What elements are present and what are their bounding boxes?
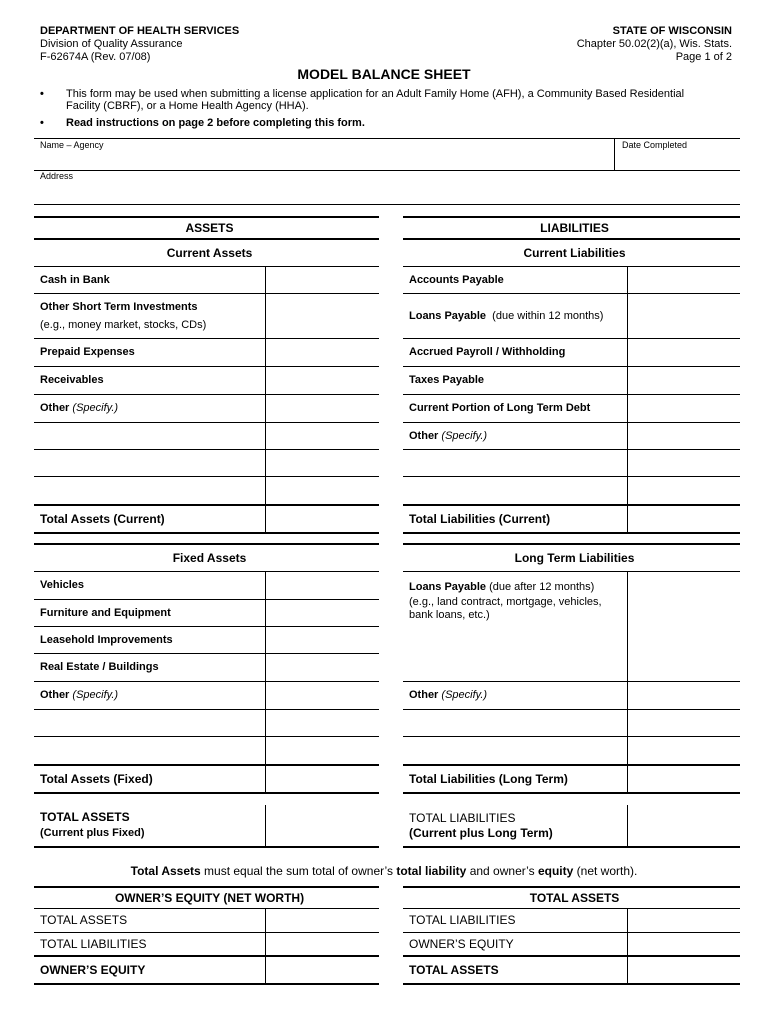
vehicles-amount[interactable] bbox=[265, 571, 379, 599]
blank-line-field[interactable] bbox=[403, 476, 627, 505]
table-row bbox=[403, 736, 740, 765]
owners-equity-table bbox=[34, 886, 379, 985]
table-row bbox=[403, 422, 740, 449]
equation-total-assets: Total Assets bbox=[130, 864, 201, 878]
lt-loans-payable-label bbox=[403, 571, 627, 681]
specify-note: (Specify.) bbox=[72, 689, 119, 701]
assets-heading: ASSETS bbox=[34, 217, 379, 239]
state-name: STATE OF WISCONSIN bbox=[612, 25, 732, 37]
blank-line-field[interactable] bbox=[34, 422, 265, 449]
grand-total-assets-label bbox=[34, 805, 265, 847]
loans-payable-text: Loans Payable bbox=[409, 309, 487, 322]
lt-loans-payable-text: Loans Payable bbox=[409, 580, 487, 593]
owners-equity-result-amount[interactable] bbox=[265, 956, 379, 984]
prepaid-expenses-label: Prepaid Expenses bbox=[34, 338, 265, 366]
assets-table bbox=[34, 216, 379, 534]
table-row bbox=[403, 366, 740, 394]
table-row bbox=[34, 626, 379, 653]
bullet-icon: • bbox=[40, 117, 44, 129]
total-current-liabilities-amount[interactable] bbox=[627, 505, 740, 533]
table-row bbox=[403, 709, 740, 736]
table-row bbox=[403, 476, 740, 505]
date-completed-label: Date Completed bbox=[622, 140, 688, 150]
blank-line-field[interactable] bbox=[34, 736, 265, 765]
table-row bbox=[403, 394, 740, 422]
grand-total-liabilities-text: TOTAL LIABILITIES bbox=[409, 810, 516, 825]
table-row bbox=[34, 338, 379, 366]
other-label-text: Other bbox=[409, 689, 439, 701]
equity-total-liabilities-label: TOTAL LIABILITIES bbox=[34, 932, 265, 956]
equation-text-2: and owner’s bbox=[466, 864, 538, 878]
department-name: DEPARTMENT OF HEALTH SERVICES bbox=[40, 25, 240, 37]
grand-total-assets-table bbox=[34, 805, 379, 848]
equation-equity: equity bbox=[537, 864, 574, 878]
table-row bbox=[34, 366, 379, 394]
short-term-investments-amount[interactable] bbox=[265, 293, 379, 338]
grand-total-liabilities-amount[interactable] bbox=[627, 805, 740, 847]
vehicles-label: Vehicles bbox=[34, 571, 265, 599]
bullet-icon: • bbox=[40, 88, 44, 100]
current-assets-heading: Current Assets bbox=[34, 239, 379, 266]
specify-note: (Specify.) bbox=[72, 402, 119, 414]
blank-line-field[interactable] bbox=[403, 449, 627, 476]
lt-loans-examples-line-2: bank loans, etc.) bbox=[409, 608, 490, 621]
blank-line-amount[interactable] bbox=[627, 736, 740, 765]
instruction-line-3: Read instructions on page 2 before completing this form. bbox=[66, 117, 365, 129]
total-fixed-assets-amount[interactable] bbox=[265, 765, 379, 793]
check-owners-equity-amount[interactable] bbox=[627, 932, 740, 956]
blank-line-amount[interactable] bbox=[265, 449, 379, 476]
total-current-assets-amount[interactable] bbox=[265, 505, 379, 533]
grand-total-assets-text: TOTAL ASSETS bbox=[40, 810, 130, 824]
table-row bbox=[34, 476, 379, 505]
table-row bbox=[34, 293, 379, 338]
real-estate-label: Real Estate / Buildings bbox=[34, 653, 265, 681]
long-term-liabilities-table bbox=[403, 543, 740, 794]
table-row bbox=[403, 765, 740, 793]
blank-line-amount[interactable] bbox=[265, 709, 379, 736]
other-fixed-assets-amount[interactable] bbox=[265, 681, 379, 709]
instruction-line-1: This form may be used when submitting a license application for an Adult Family Home (AFH), a Community Based Residential bbox=[66, 88, 685, 100]
short-term-investments-label bbox=[34, 293, 265, 338]
table-row bbox=[34, 956, 379, 984]
long-term-liabilities-heading: Long Term Liabilities bbox=[403, 544, 740, 571]
other-current-liabilities-label bbox=[403, 422, 627, 449]
furniture-equipment-label: Furniture and Equipment bbox=[34, 599, 265, 626]
accrued-payroll-amount[interactable] bbox=[627, 338, 740, 366]
total-assets-check-table bbox=[403, 886, 740, 985]
blank-line-field[interactable] bbox=[403, 736, 627, 765]
short-term-investments-note: (e.g., money market, stocks, CDs) bbox=[40, 318, 207, 331]
other-current-liabilities-amount[interactable] bbox=[627, 422, 740, 449]
owners-equity-heading: OWNER’S EQUITY (NET WORTH) bbox=[34, 887, 379, 908]
accrued-payroll-label: Accrued Payroll / Withholding bbox=[403, 338, 627, 366]
page-number: Page 1 of 2 bbox=[675, 51, 732, 63]
name-agency-label: Name – Agency bbox=[40, 140, 104, 150]
accounts-payable-amount[interactable] bbox=[627, 266, 740, 293]
equation-text-1: must equal the sum total of owner’s bbox=[200, 864, 397, 878]
total-current-liabilities-label: Total Liabilities (Current) bbox=[403, 505, 627, 533]
loans-payable-amount[interactable] bbox=[627, 293, 740, 338]
table-row bbox=[34, 422, 379, 449]
owners-equity-result-label: OWNER’S EQUITY bbox=[34, 956, 265, 984]
current-portion-ltd-label: Current Portion of Long Term Debt bbox=[403, 394, 627, 422]
other-fixed-assets-label bbox=[34, 681, 265, 709]
total-fixed-assets-label: Total Assets (Fixed) bbox=[34, 765, 265, 793]
address-label: Address bbox=[40, 171, 74, 181]
blank-line-amount[interactable] bbox=[627, 449, 740, 476]
other-current-assets-label bbox=[34, 394, 265, 422]
blank-line-amount[interactable] bbox=[627, 476, 740, 505]
fixed-assets-heading: Fixed Assets bbox=[34, 544, 379, 571]
total-assets-check-heading: TOTAL ASSETS bbox=[403, 887, 740, 908]
current-liabilities-heading: Current Liabilities bbox=[403, 239, 740, 266]
total-long-term-liabilities-label: Total Liabilities (Long Term) bbox=[403, 765, 627, 793]
instruction-line-2: Facility (CBRF), or a Home Health Agency (HHA). bbox=[66, 100, 309, 112]
blank-line-amount[interactable] bbox=[265, 476, 379, 505]
lt-loans-payable-amount[interactable] bbox=[627, 571, 740, 681]
address-field[interactable] bbox=[40, 182, 736, 202]
table-row bbox=[403, 505, 740, 533]
equation-total-liability: total liability bbox=[396, 864, 467, 878]
prepaid-expenses-amount[interactable] bbox=[265, 338, 379, 366]
table-row bbox=[403, 449, 740, 476]
blank-line-field[interactable] bbox=[34, 709, 265, 736]
table-row bbox=[34, 932, 379, 956]
table-row bbox=[403, 932, 740, 956]
form-number: F-62674A (Rev. 07/08) bbox=[40, 51, 151, 63]
specify-note: (Specify.) bbox=[441, 689, 488, 701]
grand-total-liabilities-table bbox=[403, 805, 740, 848]
table-row bbox=[403, 681, 740, 709]
total-current-assets-label: Total Assets (Current) bbox=[34, 505, 265, 533]
table-row bbox=[403, 956, 740, 984]
receivables-amount[interactable] bbox=[265, 366, 379, 394]
lt-loans-examples-line-1: (e.g., land contract, mortgage, vehicles, bbox=[409, 595, 602, 608]
statute-reference: Chapter 50.02(2)(a), Wis. Stats. bbox=[576, 38, 732, 50]
total-long-term-liabilities-amount[interactable] bbox=[627, 765, 740, 793]
equation-text-3: (net worth). bbox=[573, 864, 638, 878]
check-total-assets-amount[interactable] bbox=[627, 956, 740, 984]
grand-total-liabilities-note: (Current plus Long Term) bbox=[409, 825, 553, 840]
table-row bbox=[34, 765, 379, 793]
receivables-label: Receivables bbox=[34, 366, 265, 394]
other-long-term-label bbox=[403, 681, 627, 709]
cash-in-bank-amount[interactable] bbox=[265, 266, 379, 293]
date-completed-field[interactable] bbox=[620, 150, 738, 168]
equity-total-assets-amount[interactable] bbox=[265, 908, 379, 932]
instruction-bullet-2 bbox=[40, 117, 746, 129]
fixed-assets-table bbox=[34, 543, 379, 794]
blank-line-field[interactable] bbox=[34, 449, 265, 476]
table-row bbox=[403, 293, 740, 338]
table-row bbox=[34, 805, 379, 847]
name-agency-field[interactable] bbox=[40, 150, 610, 168]
grand-total-liabilities-label bbox=[403, 805, 627, 847]
cash-in-bank-label: Cash in Bank bbox=[34, 266, 265, 293]
table-row bbox=[403, 338, 740, 366]
table-row bbox=[403, 908, 740, 932]
other-current-assets-amount[interactable] bbox=[265, 394, 379, 422]
taxes-payable-label: Taxes Payable bbox=[403, 366, 627, 394]
table-row bbox=[34, 681, 379, 709]
table-row bbox=[34, 599, 379, 626]
table-row bbox=[34, 736, 379, 765]
blank-line-amount[interactable] bbox=[627, 709, 740, 736]
form-title: MODEL BALANCE SHEET bbox=[297, 66, 471, 82]
furniture-equipment-amount[interactable] bbox=[265, 599, 379, 626]
blank-line-field[interactable] bbox=[34, 476, 265, 505]
table-row bbox=[403, 571, 740, 681]
lt-loans-examples bbox=[409, 596, 627, 622]
grand-total-assets-amount[interactable] bbox=[265, 805, 379, 847]
table-row bbox=[403, 266, 740, 293]
table-row bbox=[34, 505, 379, 533]
loans-payable-note: (due within 12 months) bbox=[492, 309, 604, 322]
liabilities-table bbox=[403, 216, 740, 534]
accounts-payable-label: Accounts Payable bbox=[403, 266, 627, 293]
short-term-investments-text: Other Short Term Investments bbox=[40, 300, 198, 313]
current-portion-ltd-amount[interactable] bbox=[627, 394, 740, 422]
blank-line-field[interactable] bbox=[403, 709, 627, 736]
blank-line-amount[interactable] bbox=[265, 736, 379, 765]
real-estate-amount[interactable] bbox=[265, 653, 379, 681]
division-name: Division of Quality Assurance bbox=[40, 38, 183, 50]
balance-equation-statement bbox=[0, 864, 768, 878]
table-row bbox=[34, 653, 379, 681]
table-row bbox=[34, 266, 379, 293]
lt-loans-payable-note: (due after 12 months) bbox=[489, 580, 595, 593]
leasehold-improvements-label: Leasehold Improvements bbox=[34, 626, 265, 653]
other-long-term-amount[interactable] bbox=[627, 681, 740, 709]
table-row bbox=[34, 908, 379, 932]
loans-payable-label bbox=[403, 293, 627, 338]
table-row bbox=[403, 805, 740, 847]
leasehold-improvements-amount[interactable] bbox=[265, 626, 379, 653]
other-label-text: Other bbox=[409, 429, 439, 442]
table-row bbox=[34, 449, 379, 476]
table-row bbox=[34, 709, 379, 736]
taxes-payable-amount[interactable] bbox=[627, 366, 740, 394]
other-label-text: Other bbox=[40, 689, 70, 701]
check-total-liabilities-amount[interactable] bbox=[627, 908, 740, 932]
table-row bbox=[34, 571, 379, 599]
table-row bbox=[34, 394, 379, 422]
check-owners-equity-label: OWNER’S EQUITY bbox=[403, 932, 627, 956]
equity-total-liabilities-amount[interactable] bbox=[265, 932, 379, 956]
specify-note: (Specify.) bbox=[441, 429, 488, 442]
check-total-liabilities-label: TOTAL LIABILITIES bbox=[403, 908, 627, 932]
other-label-text: Other bbox=[40, 402, 70, 414]
check-total-assets-label: TOTAL ASSETS bbox=[403, 956, 627, 984]
blank-line-amount[interactable] bbox=[265, 422, 379, 449]
equity-total-assets-label: TOTAL ASSETS bbox=[34, 908, 265, 932]
instruction-bullet-1 bbox=[40, 88, 746, 112]
liabilities-heading: LIABILITIES bbox=[403, 217, 740, 239]
grand-total-assets-note: (Current plus Fixed) bbox=[40, 827, 145, 839]
